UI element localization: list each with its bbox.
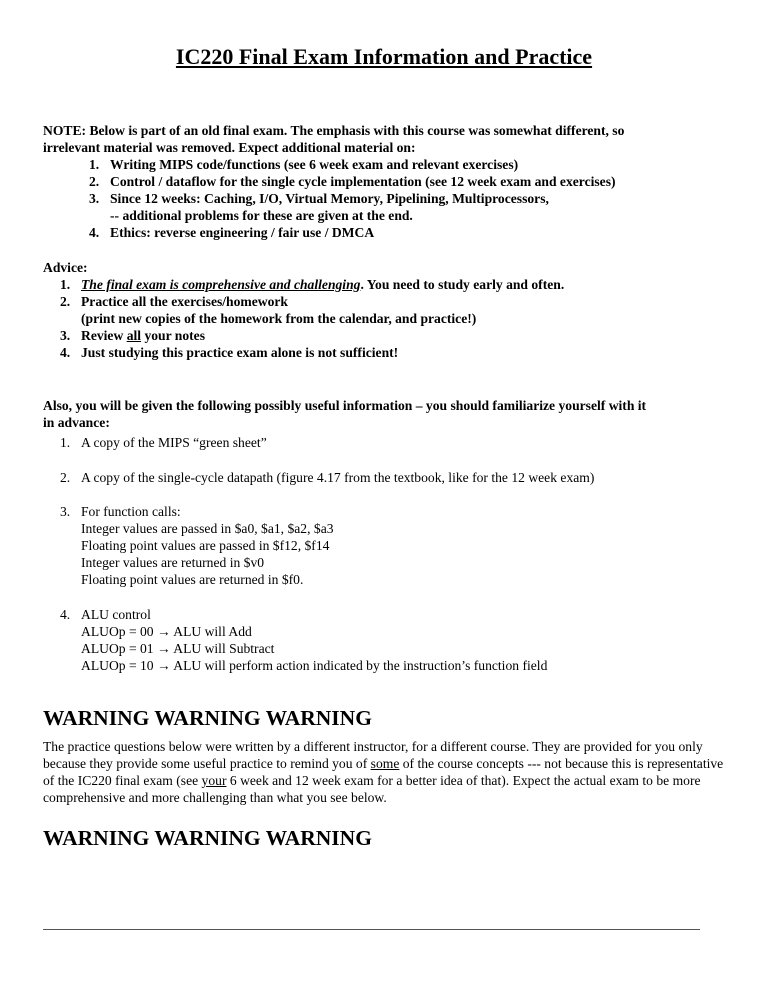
note-item-3-sub: -- additional problems for these are given at the end.: [110, 208, 413, 223]
note-item-1: [89, 156, 518, 173]
advice-item-4: [60, 344, 398, 361]
item-text: Since 12 weeks: Caching, I/O, Virtual Memory, Pipelining, Multiprocessors,: [110, 191, 549, 206]
item-number: 4.: [60, 345, 71, 360]
warning-heading: WARNING WARNING WARNING: [43, 706, 372, 730]
info-item-1: [60, 434, 267, 451]
item-text: Practice all the exercises/homework: [81, 294, 288, 309]
note-item-4: [89, 224, 374, 241]
item-number: 2.: [89, 174, 100, 189]
advice-item-3: [60, 327, 205, 344]
advice-item-2: [60, 293, 288, 310]
info-item-4: [60, 606, 151, 623]
info-item-4-line: ALUOp = 00 → ALU will Add: [81, 624, 252, 639]
info-line-2: in advance:: [43, 415, 110, 430]
item-number: 1.: [89, 157, 100, 172]
item-text: Writing MIPS code/functions (see 6 week exam and relevant exercises): [110, 157, 519, 172]
info-item-3-line: Floating point values are returned in $f0.: [81, 572, 304, 587]
item-text: Just studying this practice exam alone is not sufficient!: [81, 345, 399, 360]
item-number: 4.: [60, 607, 71, 622]
item-text: . You need to study early and often.: [360, 277, 565, 292]
emphasis-text: some: [370, 756, 400, 771]
item-text: Review: [81, 328, 127, 343]
item-text: Ethics: reverse engineering / fair use / DMCA: [110, 225, 375, 240]
item-text: ALU control: [81, 607, 151, 622]
paragraph-text: of the course concepts --- not because this is representative of the IC220 final exam (see: [43, 756, 724, 788]
emphasis-text: all: [126, 328, 142, 343]
item-number: 1.: [60, 277, 71, 292]
info-item-2: [60, 469, 594, 486]
emphasis-text: The final exam is comprehensive and challenging: [81, 277, 361, 292]
item-number: 4.: [89, 225, 100, 240]
item-number: 3.: [60, 504, 71, 519]
item-number: 1.: [60, 435, 71, 450]
advice-heading: Advice:: [43, 260, 88, 275]
item-text: For function calls:: [81, 504, 181, 519]
item-text: Control / dataflow for the single cycle implementation (see 12 week exam and exercises): [110, 174, 616, 189]
item-number: 2.: [60, 470, 71, 485]
note-item-3: [89, 190, 549, 207]
emphasis-text: your: [201, 773, 227, 788]
advice-item-1: [60, 276, 564, 293]
info-item-3-line: Floating point values are passed in $f12, $f14: [81, 538, 330, 553]
item-text: A copy of the MIPS “green sheet”: [81, 435, 267, 450]
horizontal-divider: [43, 929, 700, 930]
note-line-2: irrelevant material was removed. Expect additional material on:: [43, 140, 416, 155]
warning-footer-heading: WARNING WARNING WARNING: [43, 826, 372, 850]
warning-paragraph: [43, 738, 733, 806]
item-text: A copy of the single-cycle datapath (figure 4.17 from the textbook, like for the 12 week exam): [81, 470, 595, 485]
info-item-3-line: Integer values are returned in $v0: [81, 555, 265, 570]
item-text: your notes: [141, 328, 205, 343]
note-line-1: NOTE: Below is part of an old final exam. The emphasis with this course was somewhat different, so: [43, 123, 625, 138]
info-line-1: Also, you will be given the following possibly useful information – you should familiarize yourself with it: [43, 398, 647, 413]
item-number: 3.: [60, 328, 71, 343]
item-number: 2.: [60, 294, 71, 309]
advice-item-2-sub: (print new copies of the homework from the calendar, and practice!): [81, 311, 477, 326]
page-title: IC220 Final Exam Information and Practice: [175, 44, 593, 69]
item-number: 3.: [89, 191, 100, 206]
info-item-4-line: ALUOp = 01 → ALU will Subtract: [81, 641, 275, 656]
info-item-4-line: ALUOp = 10 → ALU will perform action indicated by the instruction’s function field: [81, 658, 548, 673]
paragraph-text: The practice questions below were written by a different instructor, for a different course. They are provided for you only because they provide some useful practice to remind you of: [43, 739, 703, 771]
note-item-2: [89, 173, 616, 190]
info-item-3: [60, 503, 181, 520]
info-item-3-line: Integer values are passed in $a0, $a1, $a2, $a3: [81, 521, 334, 536]
paragraph-text: 6 week and 12 week exam for a better idea of that). Expect the actual exam to be more comprehensive and more challenging than what you see below.: [43, 773, 701, 805]
